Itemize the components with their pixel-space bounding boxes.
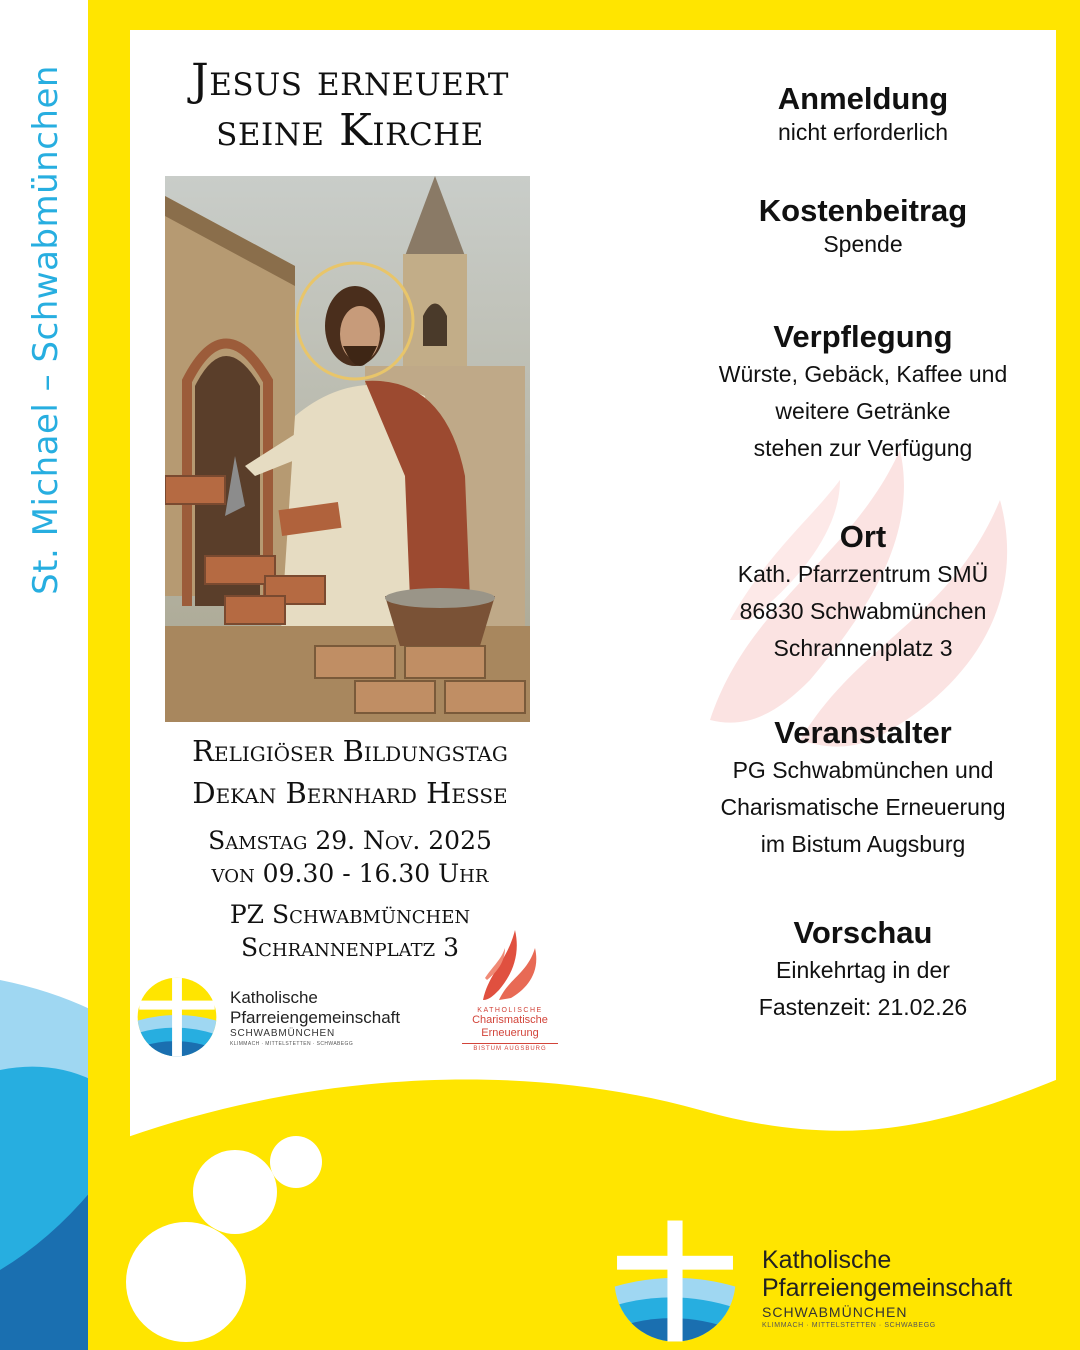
venue-line-2: Schrannenplatz 3 [241, 933, 459, 962]
ce-logo [462, 928, 558, 1062]
anmeldung-heading: Anmeldung [777, 81, 949, 116]
info-verpflegung [690, 318, 1036, 467]
parish-villages: KLIMMACH · MITTELSTETTEN · SCHWABEGG [230, 1041, 354, 1047]
ort-line-3: Schrannenplatz 3 [773, 635, 953, 661]
vorschau-line-2: Fastenzeit: 21.02.26 [758, 994, 968, 1020]
veranstalter-heading: Veranstalter [774, 715, 952, 750]
event-subtitle [130, 730, 570, 814]
ort-line-2: 86830 Schwabmünchen [739, 598, 987, 624]
verpflegung-line-2: weitere Getränke [775, 398, 951, 424]
flame-logo-icon [475, 928, 545, 1002]
ort-heading: Ort [839, 519, 887, 554]
vorschau-line-1: Einkehrtag in der [776, 957, 950, 983]
ort-line-1: Kath. Pfarrzentrum SMÜ [737, 561, 989, 587]
kosten-heading: Kostenbeitrag [758, 193, 968, 228]
subtitle-line-1: Religiöser Bildungstag [192, 734, 508, 768]
title-line-2: seine Kirche [216, 105, 484, 156]
subtitle-line-2: Dekan Bernhard Hesse [192, 776, 508, 810]
cross-wave-logo-large-icon [612, 1218, 738, 1344]
veranstalter-line-1: PG Schwabmünchen und [732, 757, 994, 783]
date-line-1: Samstag 29. Nov. 2025 [208, 826, 492, 855]
jesus-painting-image [165, 176, 530, 722]
ce-name-line-1: Charismatische [472, 1014, 548, 1026]
big-parish-name-line-2: Pfarreiengemeinschaft [762, 1274, 1013, 1302]
info-veranstalter [690, 714, 1036, 863]
verpflegung-heading: Verpflegung [773, 319, 953, 354]
kosten-line-1: Spende [823, 231, 903, 257]
date-line-2: von 09.30 - 16.30 Uhr [211, 859, 489, 888]
parish-logo-large [612, 1218, 1072, 1346]
venue-line-1: PZ Schwabmünchen [229, 900, 471, 929]
info-vorschau [690, 914, 1036, 1026]
cross-wave-logo-icon [136, 976, 218, 1058]
parish-place: SCHWABMÜNCHEN [230, 1028, 336, 1039]
info-anmeldung [690, 80, 1036, 146]
parish-name-line-1: Katholische [230, 988, 318, 1007]
ce-name-line-2: Erneuerung [481, 1027, 539, 1039]
veranstalter-line-3: im Bistum Augsburg [760, 831, 966, 857]
anmeldung-line-1: nicht erforderlich [777, 119, 949, 145]
verpflegung-line-3: stehen zur Verfügung [753, 435, 973, 461]
ce-top-text: KATHOLISCHE [477, 1007, 543, 1014]
big-parish-name-line-1: Katholische [762, 1246, 892, 1274]
ce-bottom-text: BISTUM AUGSBURG [462, 1043, 558, 1052]
verpflegung-line-1: Würste, Gebäck, Kaffee und [718, 361, 1008, 387]
info-ort [690, 518, 1036, 667]
info-kosten [690, 192, 1036, 258]
event-date [130, 824, 570, 890]
big-parish-villages: KLIMMACH · MITTELSTETTEN · SCHWABEGG [762, 1322, 936, 1329]
parish-logo-small [136, 976, 436, 1060]
vorschau-heading: Vorschau [793, 915, 933, 950]
title-line-1: Jesus erneuert [191, 55, 509, 106]
parish-name-line-2: Pfarreiengemeinschaft [230, 1008, 401, 1027]
side-title: St. Michael – Schwabmünchen [26, 65, 66, 595]
veranstalter-line-2: Charismatische Erneuerung [720, 794, 1006, 820]
big-parish-place: SCHWABMÜNCHEN [762, 1304, 908, 1320]
page-title [130, 56, 570, 156]
